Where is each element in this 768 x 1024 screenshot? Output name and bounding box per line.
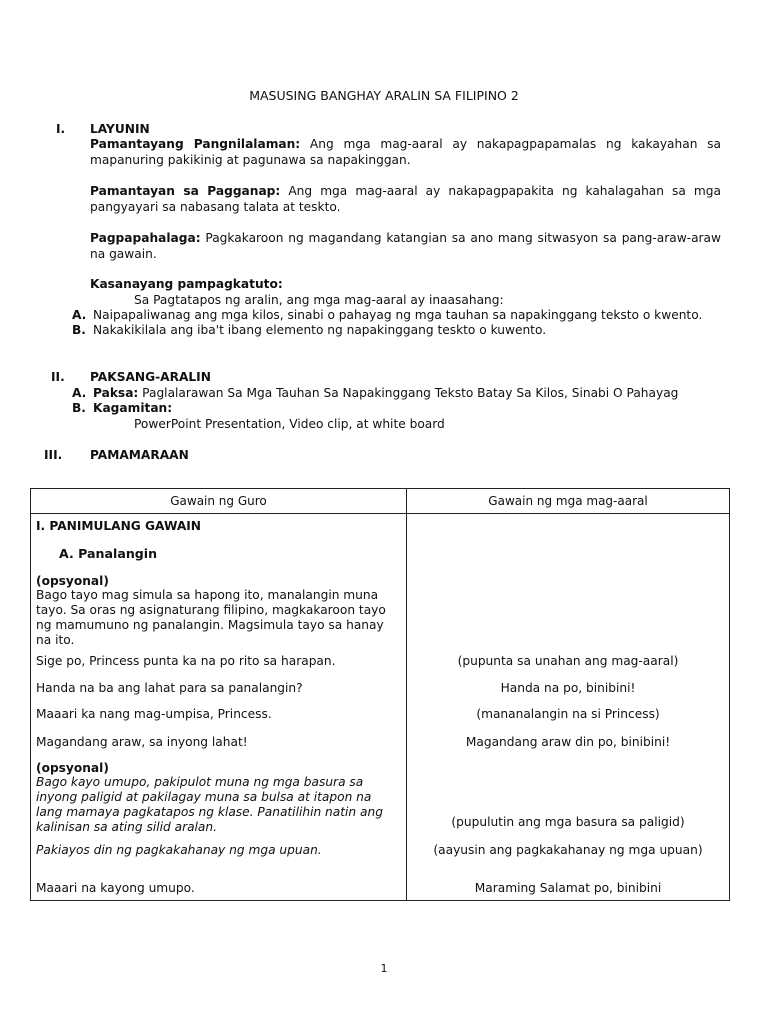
page-title: MASUSING BANGHAY ARALIN SA FILIPINO 2 — [249, 88, 519, 103]
pamamaraan-table — [30, 488, 730, 901]
kagamitan-text: PowerPoint Presentation, Video clip, at white board — [134, 417, 445, 431]
paksa-letter: A. — [72, 386, 87, 400]
student-line-handa: Handa na po, binibini! — [500, 681, 636, 695]
page-number: 1 — [380, 962, 388, 975]
section-3-heading: PAMAMARAAN — [90, 448, 189, 462]
section-1-number: I. — [56, 122, 66, 136]
objective-a-text: Naipapaliwanag ang mga kilos, sinabi o pahayag ng mga tauhan sa napakinggang teksto o kwento. — [93, 308, 703, 322]
panalangin-title: A. Panalangin — [59, 546, 158, 561]
opsyonal-label-2: (opsyonal) — [36, 761, 109, 775]
section-1-heading: LAYUNIN — [90, 122, 150, 136]
panalangin-paragraph: Bago tayo mag simula sa hapong ito, manalangin muna tayo. Sa oras ng asignaturang filipino, magkakaroon tayo ng mamumuno ng panalangin. Magsimula tayo sa hanay na ito. — [36, 588, 386, 647]
p2-text: Ang mga mag-aaral ay nakapagpapakita ng kahalagahan sa mga pangyayari sa nabasang talata at teskto. — [90, 184, 721, 214]
objective-a-letter: A. — [72, 308, 87, 322]
kasanayan-intro: Sa Pagtatapos ng aralin, ang mga mag-aaral ay inaasahang: — [134, 293, 504, 307]
paksa-text: Paglalarawan Sa Mga Tauhan Sa Napakinggang Teksto Batay Sa Kilos, Sinabi O Pahayag — [138, 386, 679, 400]
kasanayan-heading: Kasanayang pampagkatuto: — [90, 277, 283, 291]
kagamitan-letter: B. — [72, 401, 86, 415]
teacher-line-magandang-araw: Magandang araw, sa inyong lahat! — [36, 735, 248, 749]
section-2-number: II. — [51, 370, 65, 384]
student-line-basura: (pupulutin ang mga basura sa paligid) — [451, 815, 685, 829]
teacher-line-handa: Handa na ba ang lahat para sa panalangin? — [36, 681, 303, 695]
p3-label: Pagpapahalaga: — [90, 231, 201, 245]
teacher-column — [31, 514, 407, 901]
section-2-heading: PAKSANG-ARALIN — [90, 370, 211, 384]
student-line-upuan: (aayusin ang pagkakahanay ng mga upuan) — [433, 843, 703, 857]
teacher-line-umupo: Maaari na kayong umupo. — [36, 881, 195, 895]
teacher-line-umpisa: Maaari ka nang mag-umpisa, Princess. — [36, 707, 272, 721]
objective-b-text: Nakakikilala ang iba't ibang elemento ng napakinggang teskto o kuwento. — [93, 323, 547, 337]
pamantayang-pangnilalaman — [90, 136, 721, 168]
basura-paragraph: Bago kayo umupo, pakipulot muna ng mga basura sa inyong paligid at pakilagay muna sa bulsa at itapon na lang mamaya pagkatapos ng klase. Panatilihin natin ang kalinisan sa ating silid aralan. — [36, 775, 383, 834]
kagamitan-label: Kagamitan: — [93, 401, 173, 415]
p1-text: Ang mga mag-aaral ay nakapagpapamalas ng kakayahan sa mapanuring pakikinig at pagunawa sa napakinggan. — [90, 137, 721, 167]
pagpapahalaga — [90, 230, 721, 262]
p1-label: Pamantayang Pangnilalaman: — [90, 137, 301, 151]
p3-text: Pagkakaroon ng magandang katangian sa ano mang sitwasyon sa pang-araw-araw na gawain. — [90, 231, 721, 261]
teacher-line-princess: Sige po, Princess punta ka na po rito sa harapan. — [36, 654, 336, 668]
teacher-line-upuan: Pakiayos din ng pagkakahanay ng mga upuan. — [36, 843, 322, 857]
paksa-line — [93, 386, 678, 400]
pamantayan-sa-pagganap — [90, 183, 721, 215]
p2-label: Pamantayan sa Pagganap: — [90, 184, 281, 198]
panimulang-gawain-title: I. PANIMULANG GAWAIN — [36, 519, 202, 533]
opsyonal-label-1: (opsyonal) — [36, 574, 109, 588]
student-line-pupunta: (pupunta sa unahan ang mag-aaral) — [457, 654, 679, 668]
student-line-magandang-araw: Magandang araw din po, binibini! — [465, 735, 671, 749]
student-line-salamat: Maraming Salamat po, binibini — [474, 881, 662, 895]
col-header-guro: Gawain ng Guro — [31, 489, 407, 514]
paksa-label: Paksa: — [93, 386, 139, 400]
student-column — [407, 514, 730, 901]
objective-b-letter: B. — [72, 323, 86, 337]
col-header-mag-aaral: Gawain ng mga mag-aaral — [407, 489, 730, 514]
section-3-number: III. — [44, 448, 63, 462]
student-line-mananalangin: (mananalangin na si Princess) — [476, 707, 660, 721]
